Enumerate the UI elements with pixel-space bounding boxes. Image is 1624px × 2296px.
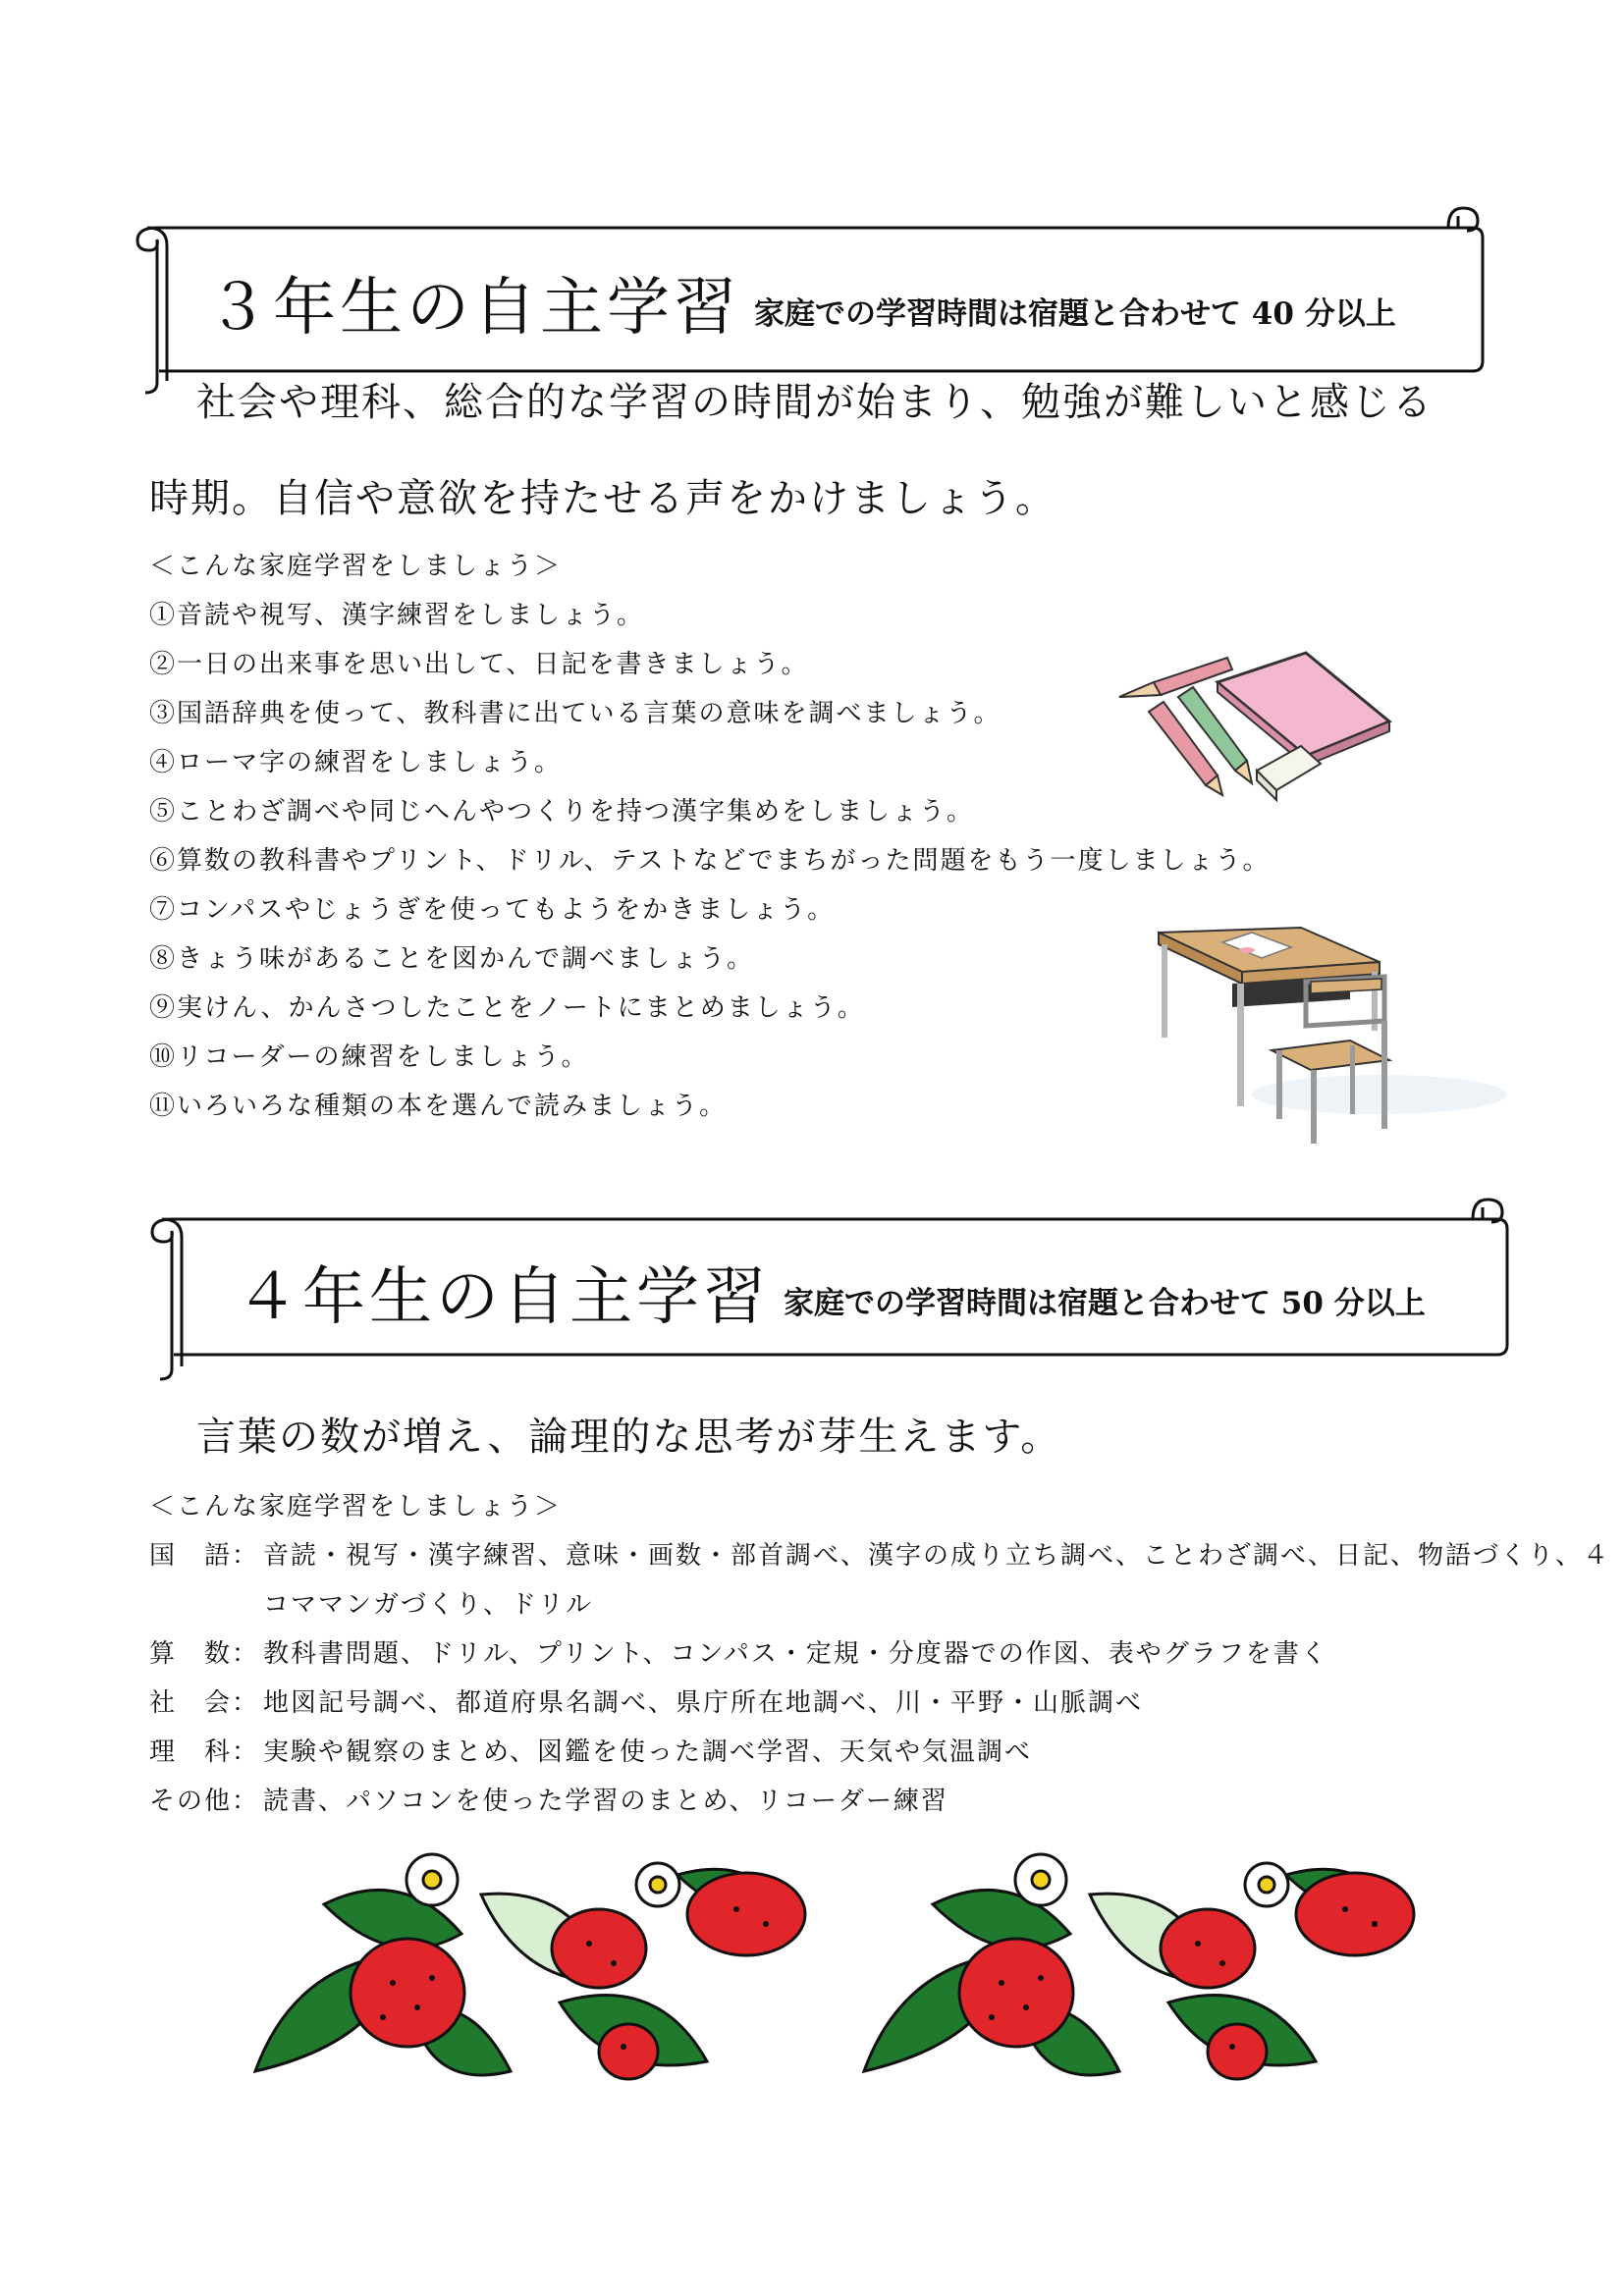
desk-chair-illustration <box>1154 923 1507 1148</box>
subject-text: 音読・視写・漢字練習、意味・画数・部首調べ、漢字の成り立ち調べ、ことわざ調べ、日記、物語づくり、４コママンガづくり、ドリル <box>263 1541 1611 1620</box>
list-item: ③国語辞典を使って、教科書に出ている言葉の意味を調べましょう。 <box>149 699 1001 728</box>
subject-text: 地図記号調べ、都道府県名調べ、県庁所在地調べ、川・平野・山脈調べ <box>263 1688 1144 1718</box>
subject-label: 理 科： <box>149 1737 260 1767</box>
grade3-intro-line2: 時期。自信や意欲を持たせる声をかけましょう。 <box>149 476 1056 521</box>
list-item: ⑪いろいろな種類の本を選んで読みましょう。 <box>149 1092 728 1121</box>
grade3-list-heading: ＜こんな家庭学習をしましょう＞ <box>149 552 563 581</box>
pencils-notebook-illustration <box>1110 648 1404 805</box>
subject-label: 算 数： <box>149 1639 260 1669</box>
subject-row-shakai <box>149 1679 1624 1728</box>
subject-label: 国 語： <box>149 1541 260 1571</box>
subject-row-other <box>149 1777 1624 1826</box>
grade3-title: ３年生の自主学習 <box>206 272 740 345</box>
list-item: ⑤ことわざ調べや同じへんやつくりを持つ漢字集めをしましょう。 <box>149 797 975 827</box>
subject-row-rika <box>149 1728 1624 1777</box>
grade4-subject-list <box>149 1482 1624 1826</box>
grade3-intro-line1: 社会や理科、総合的な学習の時間が始まり、勉強が難しいと感じる <box>196 380 1434 425</box>
subject-text: 実験や観察のまとめ、図鑑を使った調べ学習、天気や気温調べ <box>263 1737 1032 1767</box>
list-item: ⑧きょう味があることを図かんで調べましょう。 <box>149 944 755 974</box>
subject-label: 社 会： <box>149 1688 260 1718</box>
list-item: ①音読や視写、漢字練習をしましょう。 <box>149 601 645 630</box>
list-item: ④ローマ字の練習をしましょう。 <box>149 748 563 777</box>
grade3-subtitle: 家庭での学習時間は宿題と合わせて 40 分以上 <box>754 296 1396 332</box>
strawberry-decoration-left <box>236 1845 844 2110</box>
list-item: ⑥算数の教科書やプリント、ドリル、テストなどでまちがった問題をもう一度しましょう。 <box>149 846 1271 876</box>
subject-label: その他： <box>149 1787 260 1816</box>
subject-row-sansu <box>149 1629 1624 1679</box>
list-item: ⑦コンパスやじょうぎを使ってもようをかきましょう。 <box>149 895 836 925</box>
grade4-intro: 言葉の数が増え、論理的な思考が芽生えます。 <box>196 1415 1062 1460</box>
list-item: ⑨実けん、かんさつしたことをノートにまとめましょう。 <box>149 993 865 1023</box>
subject-text: 教科書問題、ドリル、プリント、コンパス・定規・分度器での作図、表やグラフを書く <box>263 1639 1328 1669</box>
subject-text: 読書、パソコンを使った学習のまとめ、リコーダー練習 <box>263 1787 948 1816</box>
list-item: ⑩リコーダーの練習をしましょう。 <box>149 1042 589 1072</box>
strawberry-decoration-right <box>844 1845 1453 2110</box>
grade4-title: ４年生の自主学習 <box>236 1261 770 1334</box>
grade4-subtitle: 家庭での学習時間は宿題と合わせて 50 分以上 <box>784 1286 1426 1321</box>
grade4-list-heading: ＜こんな家庭学習をしましょう＞ <box>149 1492 563 1522</box>
list-item: ②一日の出来事を思い出して、日記を書きましょう。 <box>149 650 809 679</box>
grade3-activity-list <box>149 542 1271 1131</box>
subject-row-kokugo <box>149 1531 1624 1629</box>
